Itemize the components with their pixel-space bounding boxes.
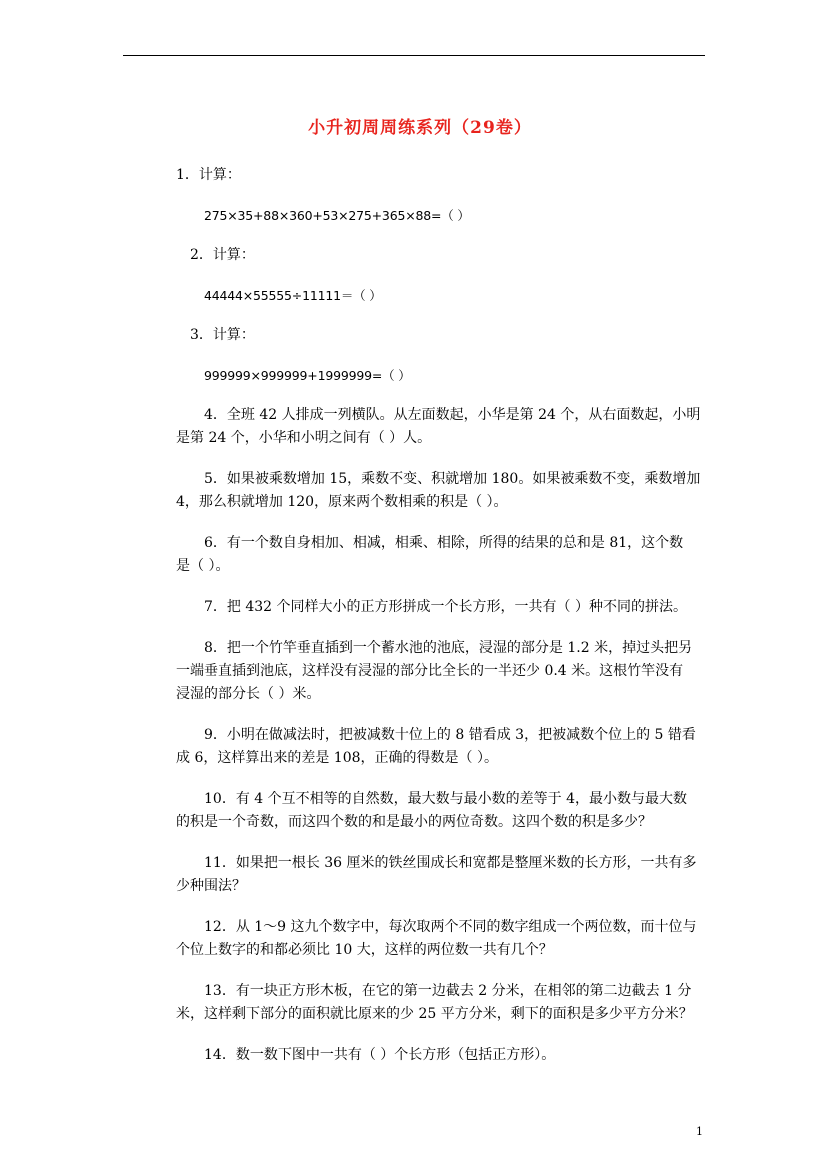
problem-11-line: 11．如果把一根长 36 厘米的铁丝围成长和宽都是整厘米数的长方形，一共有多 [204, 855, 697, 871]
problem-1-label: 1．计算： [176, 167, 241, 183]
problem-9 [176, 724, 706, 770]
problem-7 [176, 596, 706, 619]
document-title: 小升初周周练系列（29卷） [308, 118, 532, 138]
problem-13 [176, 980, 706, 1026]
header-rule [123, 55, 705, 56]
problem-8-line: 浸湿的部分长（ ）米。 [176, 686, 321, 702]
problem-6-line: 6．有一个数自身相加、相减，相乘、相除，所得的结果的总和是 81，这个数 [204, 535, 684, 551]
problem-13-line: 13．有一块正方形木板，在它的第一边截去 2 分米，在相邻的第二边截去 1 分 [204, 983, 692, 999]
problem-14 [176, 1044, 706, 1067]
problem-11-line: 少种围法？ [176, 878, 246, 894]
problem-8-line: 8．把一个竹竿垂直插到一个蓄水池的池底，浸湿的部分是 1.2 米，掉过头把另 [204, 640, 693, 656]
problem-4 [176, 404, 706, 450]
problem-11 [176, 852, 706, 898]
problem-9-line: 成 6，这样算出来的差是 108，正确的得数是（ ）。 [176, 750, 498, 766]
problem-12-line: 个位上数字的和都必须比 10 大，这样的两位数一共有几个？ [176, 942, 553, 958]
problem-1-expression: 275×35+88×360+53×275+365×88=（ ） [204, 208, 470, 223]
problem-5-line: 4，那么积就增加 120，原来两个数相乘的积是（ ）。 [176, 494, 508, 510]
problem-10 [176, 788, 706, 834]
problem-5 [176, 468, 706, 514]
problem-10-line: 的积是一个奇数，而这四个数的和是最小的两位奇数。这四个数的积是多少？ [176, 814, 652, 830]
problem-12 [176, 916, 706, 962]
problem-9-line: 9．小明在做减法时，把被减数十位上的 8 错看成 3，把被减数个位上的 5 错看 [204, 727, 696, 743]
problem-12-line: 12．从 1～9 这九个数字中，每次取两个不同的数字组成一个两位数，而十位与 [204, 919, 697, 935]
problem-7-line: 7．把 432 个同样大小的正方形拼成一个长方形，一共有（ ）种不同的拼法。 [204, 599, 687, 615]
problem-4-line: 4．全班 42 人排成一列横队。从左面数起，小华是第 24 个，从右面数起，小明 [204, 407, 701, 423]
problem-list [176, 164, 706, 1067]
problem-2-label: 2．计算： [190, 247, 255, 263]
problem-6-line: 是（ ）。 [176, 558, 230, 574]
problem-13-line: 米，这样剩下部分的面积就比原来的少 25 平方分米，剩下的面积是多少平方分米？ [176, 1006, 693, 1022]
problem-2-expression: 44444×55555÷11111＝（ ） [204, 288, 382, 303]
problem-8 [176, 637, 706, 706]
problem-3-expression: 999999×999999+1999999=（ ） [204, 368, 411, 383]
problem-14-line: 14．数一数下图中一共有（ ）个长方形（包括正方形）。 [204, 1047, 556, 1063]
problem-6 [176, 532, 706, 578]
problem-3-label: 3．计算： [190, 327, 255, 343]
problem-10-line: 10．有 4 个互不相等的自然数，最大数与最小数的差等于 4，最小数与最大数 [204, 791, 687, 807]
problem-5-line: 5．如果被乘数增加 15，乘数不变、积就增加 180。如果被乘数不变，乘数增加 [204, 471, 701, 487]
problem-4-line: 是第 24 个，小华和小明之间有（ ）人。 [176, 430, 432, 446]
problem-8-line: 一端垂直插到池底，这样没有浸湿的部分比全长的一半还少 0.4 米。这根竹竿没有 [176, 663, 684, 679]
page-number: 1 [696, 1125, 703, 1138]
